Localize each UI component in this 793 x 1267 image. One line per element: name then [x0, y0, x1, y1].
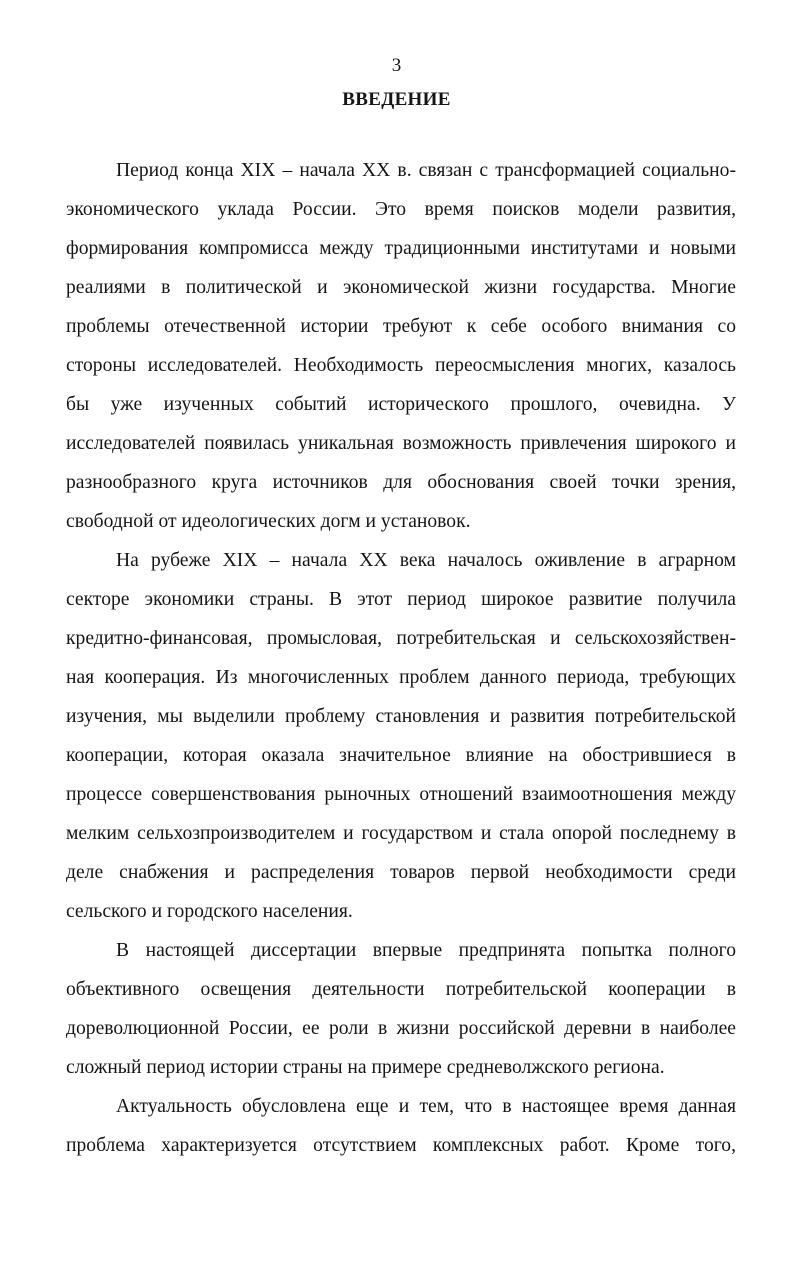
text-line: бы уже изученных событий исторического прошлого, очевидна. У: [66, 394, 736, 415]
text-line: проблемы отечественной истории требуют к себе особого внимания со: [66, 316, 736, 337]
text-line: Актуальность обусловлена еще и тем, что в настоящее время данная: [116, 1096, 736, 1117]
text-line: стороны исследователей. Необходимость переосмысления многих, казалось: [66, 355, 736, 376]
text-line: деле снабжения и распределения товаров первой необходимости среди: [66, 862, 736, 883]
paragraph-2: [66, 541, 736, 931]
text-line: ная кооперация. Из многочисленных проблем данного периода, требующих: [66, 667, 736, 688]
text-line: процессе совершенствования рыночных отношений взаимоотношения между: [66, 784, 736, 805]
text-line: мелким сельхозпроизводителем и государством и стала опорой последнему в: [66, 823, 736, 844]
page-number: 3: [391, 55, 402, 76]
document-body: [66, 151, 736, 1165]
text-line: кредитно-финансовая, промысловая, потребительская и сельскохозяйствен-: [66, 628, 736, 649]
text-line: разнообразного круга источников для обоснования своей точки зрения,: [66, 472, 736, 493]
text-line: Период конца XIX – начала XX в. связан с трансформацией социально-: [116, 160, 736, 181]
text-line: реалиями в политической и экономической жизни государства. Многие: [66, 277, 736, 298]
text-line: дореволюционной России, ее роли в жизни российской деревни в наиболее: [66, 1018, 736, 1039]
text-line: объективного освещения деятельности потребительской кооперации в: [66, 979, 736, 1000]
text-line: На рубеже XIX – начала XX века началось оживление в аграрном: [116, 550, 736, 571]
paragraph-1: [66, 151, 736, 541]
text-line: свободной от идеологических догм и установок.: [66, 511, 471, 532]
paragraph-3: [66, 931, 736, 1087]
text-line: сложный период истории страны на примере средневолжского региона.: [66, 1057, 665, 1078]
text-line: изучения, мы выделили проблему становления и развития потребительской: [66, 706, 736, 727]
text-line: секторе экономики страны. В этот период широкое развитие получила: [66, 589, 736, 610]
text-line: проблема характеризуется отсутствием комплексных работ. Кроме того,: [66, 1135, 736, 1156]
text-line: экономического уклада России. Это время поисков модели развития,: [66, 199, 736, 220]
text-line: В настоящей диссертации впервые предпринята попытка полного: [116, 940, 736, 961]
text-line: сельского и городского населения.: [66, 901, 353, 922]
text-line: кооперации, которая оказала значительное влияние на обострившиеся в: [66, 745, 736, 766]
text-line: исследователей появилась уникальная возможность привлечения широкого и: [66, 433, 736, 454]
page-title: ВВЕДЕНИЕ: [342, 89, 451, 110]
text-line: формирования компромисса между традиционными институтами и новыми: [66, 238, 736, 259]
paragraph-4: [66, 1087, 736, 1165]
